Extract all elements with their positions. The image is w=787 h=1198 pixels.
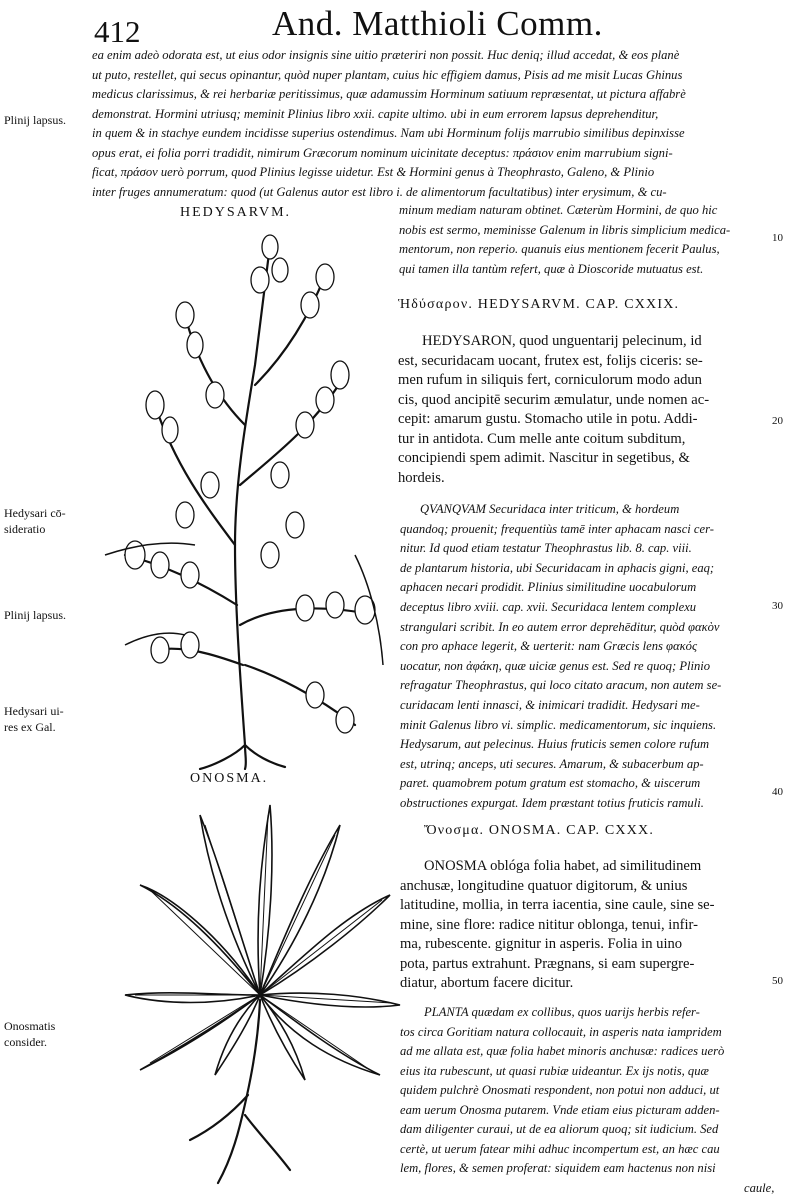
text-line: paret. quamobrem potum gratum est stomacho, & uiscerum	[400, 774, 721, 794]
text-line: est, utrinq; anceps, uti secures. Amarum, & subacerbum ap-	[400, 755, 721, 775]
hedysarum-chapter-title: Ἡδύσαρον. HEDYSARVM. CAP. CXXIX.	[398, 297, 679, 313]
intro-line: ut puto, restellet, qui secus opinantur, quòd nuper plantam, cuius hic effigiem damus, Pisis ad me misit Lucas Ghinus	[92, 66, 686, 86]
margin-note: Hedysari cō- sideratio	[4, 505, 76, 537]
text-line: diatur, abortum facere dicitur.	[400, 974, 714, 994]
onosma-figure-label: ONOSMA.	[190, 771, 268, 787]
text-line: men rufum in siliquis fert, corniculorum modo adun	[398, 371, 709, 391]
text-line: HEDYSARON, quod unguentarij pelecinum, id	[422, 332, 709, 352]
line-number: 50	[772, 975, 783, 987]
text-line: ma, rubescente. gignitur in asperis. Folia in uino	[400, 935, 714, 955]
text-line: con pro aphace legerit, & uerterit: nam Græcis lens φακός	[400, 637, 721, 657]
text-line: deceptus libro xviii. cap. xvii. Securidaca lentem complexu	[400, 598, 721, 618]
intro-line: ficat, πράσον uerò porrum, quod Plinius legisse uidetur. Est & Hormini genus à Theophrasto, Galeno, & Plinio	[92, 163, 686, 183]
hedysarum-figure-label: HEDYSARVM.	[180, 205, 291, 221]
intro-continuation	[399, 201, 730, 279]
text-line: refragatur Theophrastus, qui loco citato aracum, non autem se-	[400, 676, 721, 696]
text-line: mine, sine flore: radice nititur oblonga, tenui, infir-	[400, 916, 714, 936]
text-line: pota, partus extrahunt. Prægnans, si eam supergre-	[400, 955, 714, 975]
margin-note: Plinij lapsus.	[4, 112, 76, 128]
text-line: cis, quod ancipitē securim æmulatur, unde nomen ac-	[398, 391, 709, 411]
hedysarum-illustration	[95, 225, 395, 770]
text-line: qui tamen illa tantùm refert, quæ à Dioscoride mutuatus est.	[399, 260, 730, 280]
text-line: QVANQVAM Securidaca inter triticum, & hordeum	[420, 500, 721, 520]
text-line: est, securidacam uocant, frutex est, folijs ciceris: se-	[398, 352, 709, 372]
hedysarum-commentary	[420, 500, 721, 814]
running-head: And. Matthioli Comm.	[272, 4, 603, 44]
text-line: minum mediam naturam obtinet. Cæterùm Hormini, de quo hic	[399, 201, 730, 221]
intro-line: inter fruges annumeratum: quod (ut Galenus autor est libro i. de alimentorum facultatibus) inter erysimum, & cu-	[92, 183, 686, 203]
text-line: uocatur, non ἀφάκη, quæ uiciæ genus est. Sed re quoq; Plinio	[400, 657, 721, 677]
text-line: latitudine, mollia, in terra iacentia, sine caule, sine se-	[400, 896, 714, 916]
text-line: strangulari scribit. In eo autem error deprehēditur, quòd φακὸν	[400, 618, 721, 638]
text-line: hordeis.	[398, 469, 709, 489]
intro-line: demonstrat. Hormini utriusq; meminit Plinius libro xxii. capite ultimo. ubi in eum errorem lapsus deprehenditur,	[92, 105, 686, 125]
text-line: minit Galenus libro vi. simplic. medicamentorum, sic inquiens.	[400, 716, 721, 736]
margin-note: Plinij lapsus.	[4, 607, 76, 623]
margin-note: Onosmatis consider.	[4, 1018, 76, 1050]
onosma-illustration	[110, 795, 410, 1185]
text-line: nitur. Id quod etiam testatur Theophrastus lib. 8. cap. viii.	[400, 539, 721, 559]
text-line: aphacen necari prodidit. Plinius similitudine uocabulorum	[400, 578, 721, 598]
text-line: mentorum, non reperio. quanuis eius mentionem fecerit Paulus,	[399, 240, 730, 260]
text-line: eam uerum Onosma putarem. Vnde etiam eius picturam adden-	[400, 1101, 774, 1121]
text-line: lem, flores, & semen proferat: siquidem eam hactenus non nisi	[400, 1159, 774, 1179]
hedysarum-text	[422, 332, 709, 488]
line-number: 20	[772, 415, 783, 427]
text-line: obstructiones expurgat. Idem præstant totius fruticis ramuli.	[400, 794, 721, 814]
intro-line: medicus clarissimus, & rei herbariæ peritissimus, quæ adamussim Horminum satiuum repræsentat, ut pictura affabrè	[92, 85, 686, 105]
intro-line: in quem & in stachye eundem incidisse superius ostendimus. Nam ubi Horminum folijs marrubio similibus depinxisse	[92, 124, 686, 144]
text-line: tur in antidota. Cum melle ante coitum subditum,	[398, 430, 709, 450]
onosma-text	[424, 857, 714, 994]
text-line: de plantarum historia, ubi Securidacam in aphacis gigni, eaq;	[400, 559, 721, 579]
line-number: 10	[772, 232, 783, 244]
text-line: tos circa Goritiam natura collocauit, in asperis nata iampridem	[400, 1023, 774, 1043]
page-number: 412	[94, 14, 141, 50]
text-line: dam diligenter curaui, ut de ea aliorum quoq; sit iudicium. Sed	[400, 1120, 774, 1140]
text-line: concipiendi spem adimit. Nascitur in segetibus, &	[398, 449, 709, 469]
onosma-commentary	[424, 1003, 774, 1198]
intro-line: ea enim adeò odorata est, ut eius odor insignis sine uitio præteriri non possit. Huc deniq; illud accedat, & eos planè	[92, 46, 686, 66]
line-number: 30	[772, 600, 783, 612]
text-line: eius ita rubescunt, ut quasi rubiæ uideantur. Ex ijs notis, quæ	[400, 1062, 774, 1082]
text-line: ad me allata est, quæ folia habet minoris anchusæ: radices uerò	[400, 1042, 774, 1062]
line-number: 40	[772, 786, 783, 798]
text-line: PLANTA quædam ex collibus, quos uarijs herbis refer-	[424, 1003, 774, 1023]
text-line: caule,	[744, 1179, 774, 1198]
text-line: quandoq; prouenit; frequentiùs tamē inter aphacam nasci cer-	[400, 520, 721, 540]
text-line: certè, ut uerum fatear mihi adhuc incompertum est, an hæc cau	[400, 1140, 774, 1160]
text-line: curidacam lenti innasci, & inimicari tradidit. Hedysari me-	[400, 696, 721, 716]
text-line: Hedysarum, aut pelecinus. Huius fruticis semen colore rufum	[400, 735, 721, 755]
text-line: nobis est sermo, meminisse Galenum in libris simplicium medica-	[399, 221, 730, 241]
text-line: quidem pulchrè Onosmati respondent, non potui non adduci, ut	[400, 1081, 774, 1101]
margin-note: Hedysari ui- res ex Gal.	[4, 703, 76, 735]
intro-line: opus erat, ei folia porri tradidit, nimirum Græcorum nominum uicinitate deceptus: πράσιον enim marrubium signi-	[92, 144, 686, 164]
text-line: ONOSMA oblóga folia habet, ad similitudinem	[424, 857, 714, 877]
text-line: cepit: amarum gustu. Stomacho utile in potu. Addi-	[398, 410, 709, 430]
onosma-chapter-title: Ὄνοσμα. ONOSMA. CAP. CXXX.	[424, 823, 654, 839]
intro-paragraph	[92, 46, 686, 202]
text-line: anchusæ, longitudine quatuor digitorum, & unius	[400, 877, 714, 897]
